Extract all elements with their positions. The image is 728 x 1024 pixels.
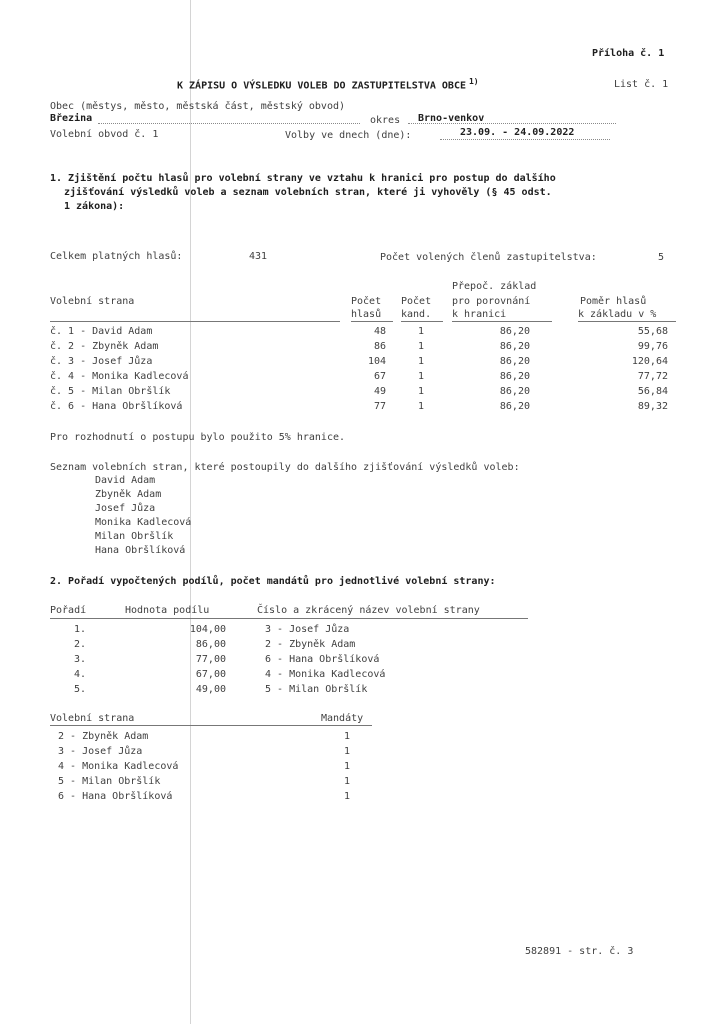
col-party-name: Číslo a zkrácený název volební strany: [257, 605, 480, 616]
s1-row-party: č. 3 - Josef Jůza: [50, 356, 153, 367]
page-reference: 582891 - str. č. 3: [525, 946, 634, 957]
s2-row-order: 3.: [74, 654, 87, 665]
s1-row-ratio: 89,32: [637, 401, 668, 412]
s1-row-ratio: 56,84: [637, 386, 668, 397]
document-title: K ZÁPISU O VÝSLEDKU VOLEB DO ZASTUPITELSTVA OBCE $^{1)}$: [177, 77, 479, 92]
sheet-label: List č. 1: [614, 79, 669, 90]
total-valid-label: Celkem platných hlasů:: [50, 251, 183, 262]
s1-row-votes: 104: [367, 356, 386, 367]
section1-heading-line2: zjišťování výsledků voleb a seznam volebních stran, které ji vyhověly (§ 45 odst.: [64, 187, 552, 198]
col-order: Pořadí: [50, 605, 87, 616]
header-underline: [351, 321, 393, 322]
col-ratio-1: Poměr hlasů: [580, 296, 647, 307]
s1-row-base: 86,20: [499, 401, 530, 412]
threshold-note: Pro rozhodnutí o postupu bylo použito 5% hranice.: [50, 432, 346, 443]
section2-heading: 2. Pořadí vypočtených podílů, počet mandátů pro jednotlivé volební strany:: [50, 576, 496, 587]
mandate-row-party: 2 - Zbyněk Adam: [58, 731, 149, 742]
col-votes-2: hlasů: [351, 309, 382, 320]
header-underline: [401, 321, 443, 322]
advanced-item: Zbyněk Adam: [95, 489, 162, 500]
col-base-2: pro porovnání: [452, 296, 531, 307]
municipality-label: Obec (městys, město, městská část, městský obvod): [50, 101, 346, 112]
scan-artifact-line: [190, 0, 191, 1024]
mandate-row-count: 1: [344, 791, 351, 802]
col-cand-1: Počet: [401, 296, 432, 307]
s2-row-order: 1.: [74, 624, 87, 635]
mandate-row-party: 6 - Hana Obršlíková: [58, 791, 173, 802]
s1-row-cand: 1: [418, 356, 425, 367]
s1-row-cand: 1: [418, 326, 425, 337]
col-cand-2: kand.: [401, 309, 432, 320]
s1-row-party: č. 2 - Zbyněk Adam: [50, 341, 159, 352]
header-underline: [50, 321, 340, 322]
dotted-leader: [440, 139, 610, 140]
s1-row-votes: 48: [373, 326, 386, 337]
s1-row-votes: 77: [373, 401, 386, 412]
s2-row-value: 104,00: [189, 624, 226, 635]
section1-heading-line3: 1 zákona):: [64, 201, 125, 212]
district-label: okres: [370, 115, 401, 126]
s1-row-ratio: 99,76: [637, 341, 668, 352]
s1-row-base: 86,20: [499, 386, 530, 397]
advanced-item: David Adam: [95, 475, 156, 486]
s1-row-party: č. 5 - Milan Obršlík: [50, 386, 171, 397]
header-underline: [452, 321, 552, 322]
mandate-row-count: 1: [344, 761, 351, 772]
mandate-row-count: 1: [344, 776, 351, 787]
dates-label: Volby ve dnech (dne):: [285, 130, 412, 141]
mandate-row-party: 4 - Monika Kadlecová: [58, 761, 179, 772]
s2-row-order: 2.: [74, 639, 87, 650]
s1-row-cand: 1: [418, 371, 425, 382]
s2-row-party: 2 - Zbyněk Adam: [265, 639, 356, 650]
s2-row-party: 5 - Milan Obršlík: [265, 684, 368, 695]
s2-row-value: 67,00: [195, 669, 226, 680]
s1-row-base: 86,20: [499, 341, 530, 352]
advanced-item: Josef Jůza: [95, 503, 156, 514]
s1-row-ratio: 55,68: [637, 326, 668, 337]
mandate-row-party: 3 - Josef Jůza: [58, 746, 143, 757]
mandate-row-count: 1: [344, 746, 351, 757]
s1-row-ratio: 77,72: [637, 371, 668, 382]
ward-label: Volební obvod č. 1: [50, 129, 159, 140]
advanced-item: Hana Obršlíková: [95, 545, 186, 556]
advanced-label: Seznam volebních stran, které postoupily do dalšího zjišťování výsledků voleb:: [50, 462, 520, 473]
advanced-item: Monika Kadlecová: [95, 517, 192, 528]
col-party: Volební strana: [50, 296, 135, 307]
s1-row-cand: 1: [418, 341, 425, 352]
dates-value: 23.09. - 24.09.2022: [460, 127, 575, 138]
col-quotient: Hodnota podílu: [125, 605, 210, 616]
s1-row-cand: 1: [418, 401, 425, 412]
s2-row-party: 3 - Josef Jůza: [265, 624, 350, 635]
s2-row-order: 5.: [74, 684, 87, 695]
mandate-row-party: 5 - Milan Obršlík: [58, 776, 161, 787]
s1-row-party: č. 1 - David Adam: [50, 326, 153, 337]
s2-row-value: 49,00: [195, 684, 226, 695]
members-value: 5: [658, 252, 665, 263]
s1-row-party: č. 4 - Monika Kadlecová: [50, 371, 189, 382]
municipality-value: Březina: [50, 113, 93, 124]
annex-label: Příloha č. 1: [592, 48, 665, 59]
header-underline: [578, 321, 676, 322]
col-base-3: k hranici: [452, 309, 507, 320]
section1-heading-line1: 1. Zjištění počtu hlasů pro volební strany ve vztahu k hranici pro postup do dalšího: [50, 173, 556, 184]
s1-row-base: 86,20: [499, 326, 530, 337]
total-valid-value: 431: [249, 251, 268, 262]
s1-row-cand: 1: [418, 386, 425, 397]
header-underline: [50, 725, 372, 726]
s2-row-order: 4.: [74, 669, 87, 680]
s2-row-value: 77,00: [195, 654, 226, 665]
s1-row-votes: 67: [373, 371, 386, 382]
col-ratio-2: k základu v %: [578, 309, 657, 320]
s2-row-party: 6 - Hana Obršlíková: [265, 654, 380, 665]
dotted-leader: [408, 123, 616, 124]
col-mandate-party: Volební strana: [50, 713, 135, 724]
s2-row-party: 4 - Monika Kadlecová: [265, 669, 386, 680]
col-base-1: Přepoč. základ: [452, 281, 537, 292]
members-label: Počet volených členů zastupitelstva:: [380, 252, 597, 263]
s1-row-ratio: 120,64: [631, 356, 668, 367]
col-votes-1: Počet: [351, 296, 382, 307]
col-mandates: Mandáty: [321, 713, 364, 724]
s1-row-votes: 49: [373, 386, 386, 397]
s1-row-party: č. 6 - Hana Obršlíková: [50, 401, 183, 412]
s1-row-base: 86,20: [499, 371, 530, 382]
s1-row-base: 86,20: [499, 356, 530, 367]
s1-row-votes: 86: [373, 341, 386, 352]
district-value: Brno-venkov: [418, 113, 485, 124]
header-underline: [50, 618, 528, 619]
mandate-row-count: 1: [344, 731, 351, 742]
dotted-leader: [98, 123, 360, 124]
advanced-item: Milan Obršlík: [95, 531, 174, 542]
s2-row-value: 86,00: [195, 639, 226, 650]
